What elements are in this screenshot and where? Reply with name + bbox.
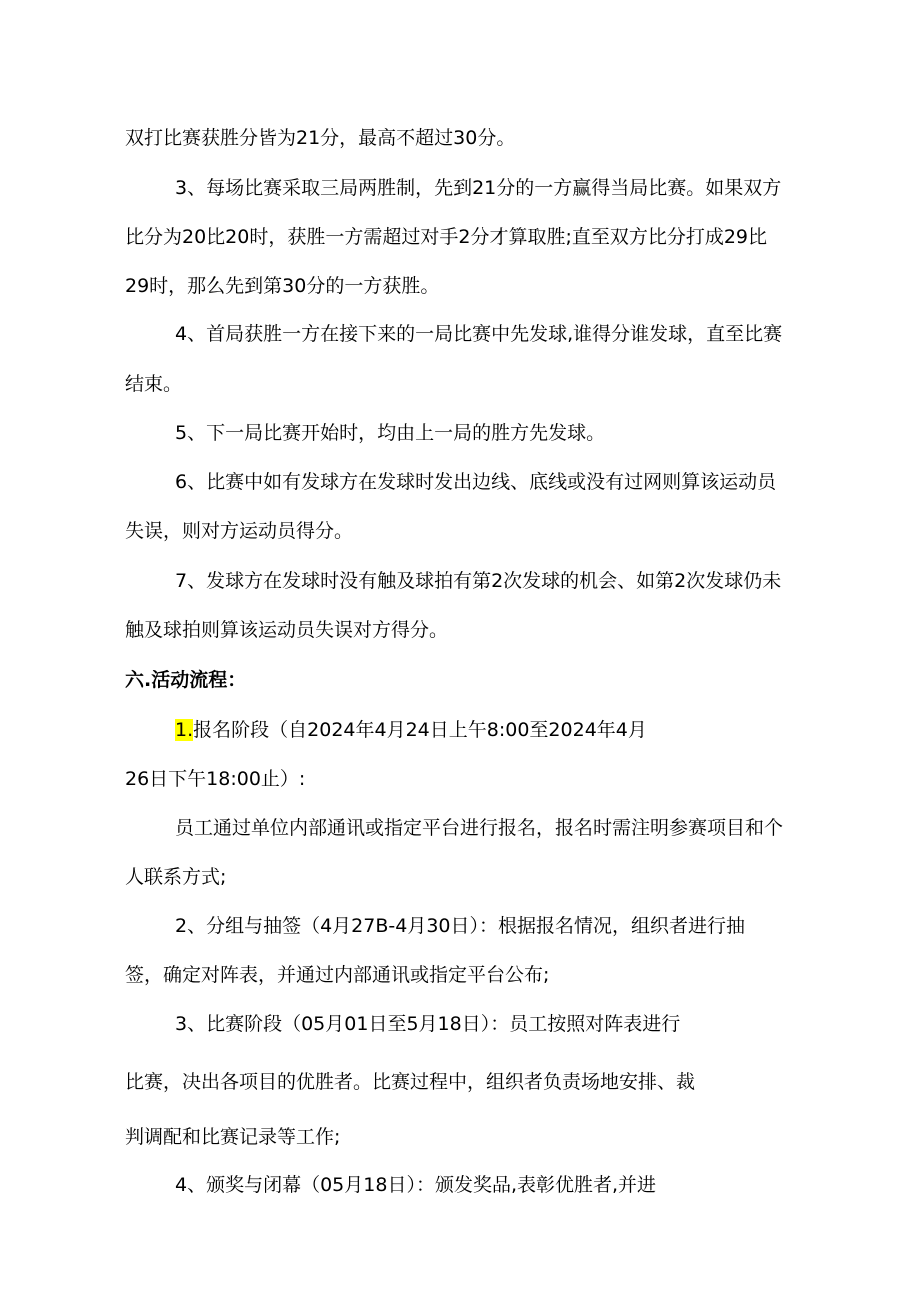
section-heading: 六.活动流程：	[125, 669, 247, 691]
rule-item-4-line-2: 结束。	[125, 373, 183, 395]
step-2-line-1: 2、分组与抽签（4月27B-4月30日）：根据报名情况，组织者进行抽	[175, 915, 746, 937]
rule-item-4-line-1: 4、首局获胜一方在接下来的一局比赛中先发球,谁得分谁发球，直至比赛	[175, 323, 783, 345]
step-1-number: 1.	[175, 719, 194, 741]
step-2-line-2: 签，确定对阵表，并通过内部通讯或指定平台公布;	[125, 964, 550, 986]
step-1-line-3: 员工通过单位内部通讯或指定平台进行报名，报名时需注明参赛项目和个	[175, 817, 784, 839]
rule-line-1: 双打比赛获胜分皆为21分，最高不超过30分。	[125, 127, 516, 149]
step-4-line-1: 4、颁奖与闭幕（05月18日）：颁发奖品,表彰优胜者,并进	[175, 1174, 657, 1196]
rule-item-3-line-3: 29时，那么先到第30分的一方获胜。	[125, 275, 440, 297]
rule-item-7-line-1: 7、发球方在发球时没有触及球拍有第2次发球的机会、如第2次发球仍未	[175, 570, 782, 592]
step-3-line-1: 3、比赛阶段（05月01日至5月18日）：员工按照对阵表进行	[175, 1013, 681, 1035]
step-1-text: 报名阶段（自2024年4月24日上午8:00至2024年4月	[193, 719, 647, 741]
step-1-line-2: 26日下午18:00止）:	[125, 768, 306, 790]
rule-item-7-line-2: 触及球拍则算该运动员失误对方得分。	[125, 619, 449, 641]
step-1-line-4: 人联系方式;	[125, 866, 227, 888]
step-3-line-2: 比赛，决出各项目的优胜者。比赛过程中，组织者负责场地安排、裁	[125, 1071, 696, 1093]
step-1-line-1	[175, 717, 647, 743]
step-3-line-3: 判调配和比赛记录等工作;	[125, 1126, 341, 1148]
rule-item-5: 5、下一局比赛开始时，均由上一局的胜方先发球。	[175, 422, 606, 444]
rule-item-3-line-1: 3、每场比赛采取三局两胜制，先到21分的一方赢得当局比赛。如果双方	[175, 177, 782, 199]
rule-item-6-line-1: 6、比赛中如有发球方在发球时发出边线、底线或没有过网则算该运动员	[175, 471, 777, 493]
rule-item-6-line-2: 失误，则对方运动员得分。	[125, 520, 354, 542]
rule-item-3-line-2: 比分为20比20时，获胜一方需超过对手2分才算取胜;直至双方比分打成29比	[125, 226, 768, 248]
